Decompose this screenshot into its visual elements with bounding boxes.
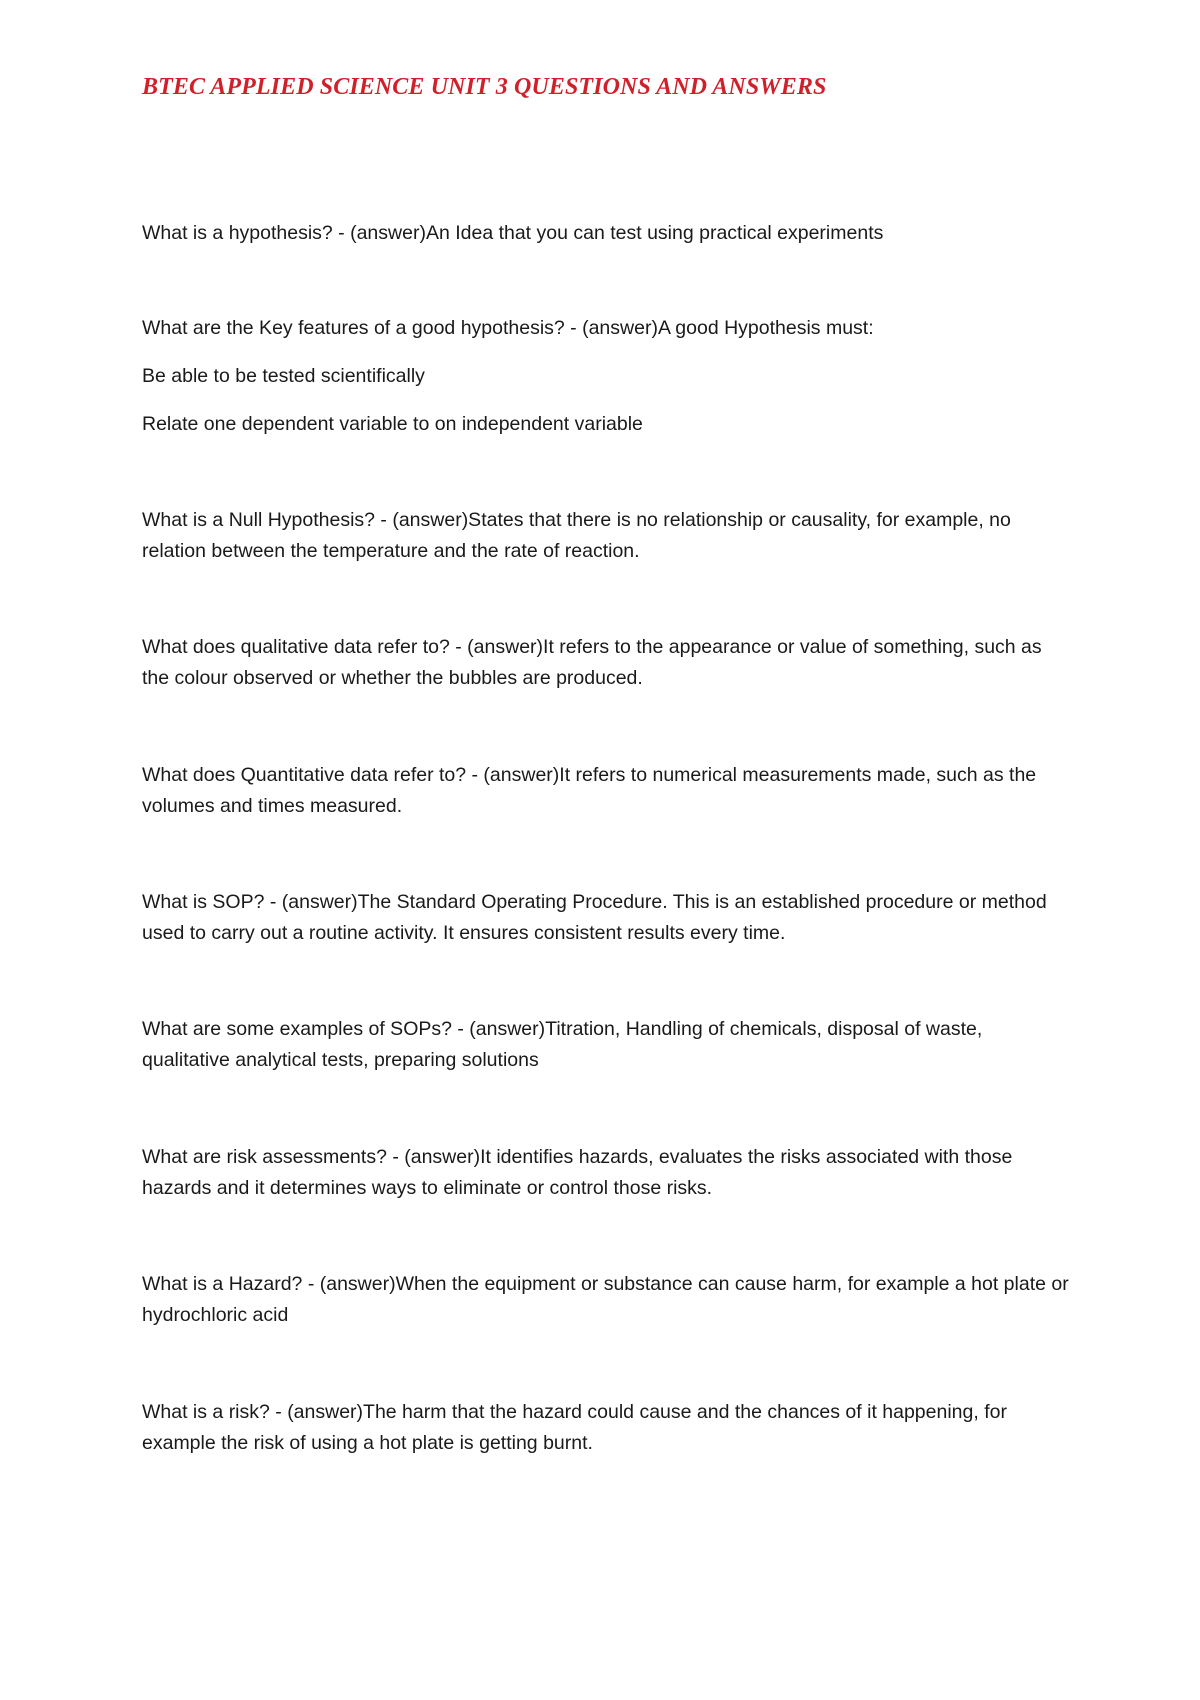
qa-text: What is a Null Hypothesis? - (answer)States that there is no relationship or causality, for example, no relation between the temperature and the rate of reaction. <box>142 509 1011 562</box>
qa-item-hypothesis <box>142 218 1072 249</box>
qa-text: What are the Key features of a good hypothesis? - (answer)A good Hypothesis must: <box>142 317 874 339</box>
qa-item-quantitative-data <box>142 760 1072 822</box>
qa-item-null-hypothesis <box>142 505 1072 567</box>
qa-text: What is a risk? - (answer)The harm that the hazard could cause and the chances of it happening, for example the risk of using a hot plate is getting burnt. <box>142 1401 1007 1454</box>
qa-item-risk-assessments <box>142 1142 1072 1204</box>
qa-point: Relate one dependent variable to on independent variable <box>142 413 643 435</box>
qa-text: What are risk assessments? - (answer)It identifies hazards, evaluates the risks associated with those hazards and it determines ways to eliminate or control those risks. <box>142 1146 1013 1199</box>
qa-item-sop <box>142 887 1072 949</box>
qa-text: What does qualitative data refer to? - (answer)It refers to the appearance or value of something, such as the colour observed or whether the bubbles are produced. <box>142 636 1042 689</box>
qa-text: What is a hypothesis? - (answer)An Idea that you can test using practical experiments <box>142 222 884 244</box>
document-title: BTEC APPLIED SCIENCE UNIT 3 QUESTIONS AND ANSWERS <box>142 74 827 100</box>
qa-item-hazard <box>142 1269 1072 1331</box>
qa-item-sop-examples <box>142 1014 1072 1076</box>
qa-text: What are some examples of SOPs? - (answer)Titration, Handling of chemicals, disposal of waste, qualitative analytical tests, preparing solutions <box>142 1018 983 1071</box>
qa-item-risk <box>142 1397 1072 1459</box>
qa-text: What is SOP? - (answer)The Standard Operating Procedure. This is an established procedure or method used to carry out a routine activity. It ensures consistent results every time. <box>142 891 1047 944</box>
qa-point: Be able to be tested scientifically <box>142 365 425 387</box>
qa-item-qualitative-data <box>142 632 1072 694</box>
qa-item-key-features <box>142 313 1072 440</box>
qa-text: What is a Hazard? - (answer)When the equipment or substance can cause harm, for example a hot plate or hydrochloric acid <box>142 1273 1069 1326</box>
qa-text: What does Quantitative data refer to? - (answer)It refers to numerical measurements made, such as the volumes and times measured. <box>142 764 1037 817</box>
